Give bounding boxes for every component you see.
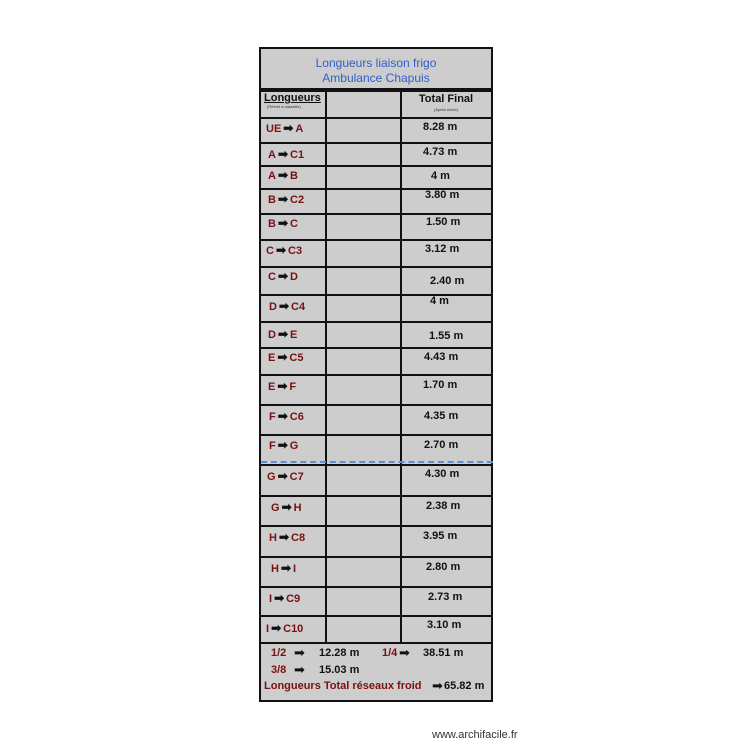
arrow-icon: ➡ — [283, 121, 294, 135]
segment-label — [268, 192, 304, 206]
length-table — [259, 47, 493, 702]
segment-to: I — [293, 563, 297, 575]
arrow-icon: ➡ — [277, 438, 288, 452]
arrow-icon: ➡ — [277, 327, 289, 341]
segment-length: 2.70 m — [424, 439, 459, 451]
segment-length: 3.95 m — [423, 530, 458, 542]
segment-label — [268, 168, 298, 182]
row-divider — [261, 495, 491, 497]
header-longueurs-sub: (Refnet à cassette) — [267, 104, 301, 109]
row-divider — [261, 525, 491, 527]
segment-to: C1 — [290, 149, 305, 161]
segment-to: C9 — [286, 593, 301, 605]
arrow-icon: ➡ — [277, 409, 288, 423]
arrow-icon: ➡ — [275, 243, 287, 257]
segment-length: 4.73 m — [423, 146, 458, 158]
segment-to: C6 — [289, 411, 304, 423]
row-divider — [261, 321, 491, 323]
row-divider — [261, 556, 491, 558]
segment-label — [269, 409, 304, 423]
segment-label — [267, 469, 304, 483]
title-line-2: Ambulance Chapuis — [322, 71, 430, 85]
row-divider — [261, 464, 491, 466]
segment-length: 1.70 m — [423, 379, 458, 391]
row-divider — [261, 239, 491, 241]
segment-length: 2.73 m — [428, 591, 463, 603]
segment-to: C5 — [289, 352, 304, 364]
row-divider — [261, 374, 491, 376]
column-divider — [400, 90, 402, 642]
segment-to: C7 — [289, 471, 304, 483]
row-divider — [261, 142, 491, 144]
arrow-icon: ➡ — [277, 269, 289, 283]
segment-from: H — [271, 563, 279, 575]
segment-length: 4.35 m — [424, 410, 459, 422]
segment-length: 4.43 m — [424, 351, 459, 363]
arrow-icon: ➡ — [277, 379, 288, 393]
segment-length: 4.30 m — [425, 468, 460, 480]
segment-to: A — [295, 123, 304, 135]
separator-dashed — [261, 461, 493, 463]
segment-length: 2.40 m — [430, 275, 465, 287]
segment-to: H — [293, 502, 302, 514]
segment-from: G — [271, 502, 280, 514]
segment-length: 4 m — [430, 295, 449, 307]
segment-to: C3 — [288, 245, 303, 257]
segment-label — [268, 350, 303, 364]
segment-label — [269, 530, 305, 544]
summary-three-eighths-label: 3/8 — [271, 664, 287, 676]
segment-to: E — [290, 329, 298, 341]
segment-to: C2 — [290, 194, 305, 206]
column-divider — [325, 90, 327, 642]
segment-from: E — [268, 352, 276, 364]
header-longueurs-label: Longueurs — [264, 92, 321, 104]
segment-label — [266, 621, 303, 635]
segment-to: G — [289, 440, 299, 452]
arrow-icon: ➡ — [278, 299, 290, 313]
arrow-icon: ➡ — [294, 662, 305, 677]
segment-label — [268, 216, 298, 230]
arrow-icon: ➡ — [278, 530, 290, 544]
arrow-icon: ➡ — [277, 216, 289, 230]
header-total-final — [403, 93, 489, 112]
row-divider — [261, 615, 491, 617]
arrow-icon: ➡ — [274, 591, 285, 605]
segment-from: D — [268, 329, 276, 341]
summary-quarter-label: 1/4 — [382, 647, 398, 659]
arrow-icon: ➡ — [399, 645, 410, 660]
summary-half-label: 1/2 — [271, 647, 287, 659]
segment-length: 1.55 m — [429, 330, 464, 342]
arrow-icon: ➡ — [277, 168, 289, 182]
segment-label — [268, 327, 297, 341]
arrow-icon: ➡ — [294, 645, 305, 660]
segment-from: A — [268, 149, 276, 161]
row-divider — [261, 586, 491, 588]
segment-label — [268, 379, 296, 393]
segment-label — [266, 243, 302, 257]
row-divider — [261, 266, 491, 268]
segment-label — [269, 591, 300, 605]
segment-to: C8 — [291, 532, 306, 544]
header-total-label: Total Final — [418, 93, 474, 105]
arrow-icon: ➡ — [277, 469, 288, 483]
segment-from: UE — [266, 123, 282, 135]
watermark-text: www.archifacile.fr — [432, 729, 518, 741]
summary-three-eighths-value: 15.03 m — [319, 664, 360, 676]
segment-label — [266, 121, 303, 135]
segment-length: 1.50 m — [426, 216, 461, 228]
segment-length: 2.38 m — [426, 500, 461, 512]
segment-from: F — [269, 411, 276, 423]
segment-label — [268, 269, 298, 283]
segment-from: E — [268, 381, 276, 393]
arrow-icon: ➡ — [281, 500, 292, 514]
row-divider — [261, 117, 491, 119]
arrow-icon: ➡ — [280, 561, 292, 575]
title-line-1: Longueurs liaison frigo — [315, 56, 437, 70]
header-total-sub: (Après chute) — [433, 107, 458, 112]
segment-length: 8.28 m — [423, 121, 458, 133]
segment-from: H — [269, 532, 277, 544]
table-title — [261, 49, 491, 90]
row-divider — [261, 434, 491, 436]
segment-to: F — [289, 381, 297, 393]
segment-from: B — [268, 194, 276, 206]
summary-half-value: 12.28 m — [319, 647, 360, 659]
segment-from: B — [268, 218, 276, 230]
segment-from: D — [269, 301, 277, 313]
row-divider — [261, 213, 491, 215]
segment-length: 3.12 m — [425, 243, 460, 255]
segment-from: I — [266, 623, 270, 635]
segment-to: C4 — [291, 301, 306, 313]
segment-to: C — [290, 218, 298, 230]
arrow-icon: ➡ — [432, 678, 443, 693]
segment-from: F — [269, 440, 276, 452]
segment-label — [271, 561, 296, 575]
segment-label — [271, 500, 302, 514]
segment-label — [269, 299, 305, 313]
arrow-icon: ➡ — [271, 621, 282, 635]
segment-length: 3.10 m — [427, 619, 462, 631]
header-longueurs — [264, 92, 326, 109]
arrow-icon: ➡ — [277, 350, 288, 364]
summary-quarter-value: 38.51 m — [423, 647, 464, 659]
segment-from: A — [268, 170, 276, 182]
segment-to: B — [290, 170, 298, 182]
segment-to: D — [290, 271, 298, 283]
segment-length: 3.80 m — [425, 189, 460, 201]
summary-total-label: Longueurs Total réseaux froid — [264, 680, 422, 692]
segment-length: 2.80 m — [426, 561, 461, 573]
segment-from: I — [269, 593, 273, 605]
segment-from: C — [268, 271, 276, 283]
arrow-icon: ➡ — [277, 147, 289, 161]
row-divider — [261, 404, 491, 406]
row-divider — [261, 347, 491, 349]
row-divider — [261, 294, 491, 296]
arrow-icon: ➡ — [277, 192, 289, 206]
row-divider — [261, 642, 491, 644]
row-divider — [261, 90, 491, 92]
segment-to: C10 — [283, 623, 304, 635]
segment-label — [269, 438, 298, 452]
summary-total-value: 65.82 m — [444, 680, 485, 692]
segment-label — [268, 147, 304, 161]
segment-from: G — [267, 471, 276, 483]
row-divider — [261, 165, 491, 167]
segment-length: 4 m — [431, 170, 450, 182]
segment-from: C — [266, 245, 274, 257]
